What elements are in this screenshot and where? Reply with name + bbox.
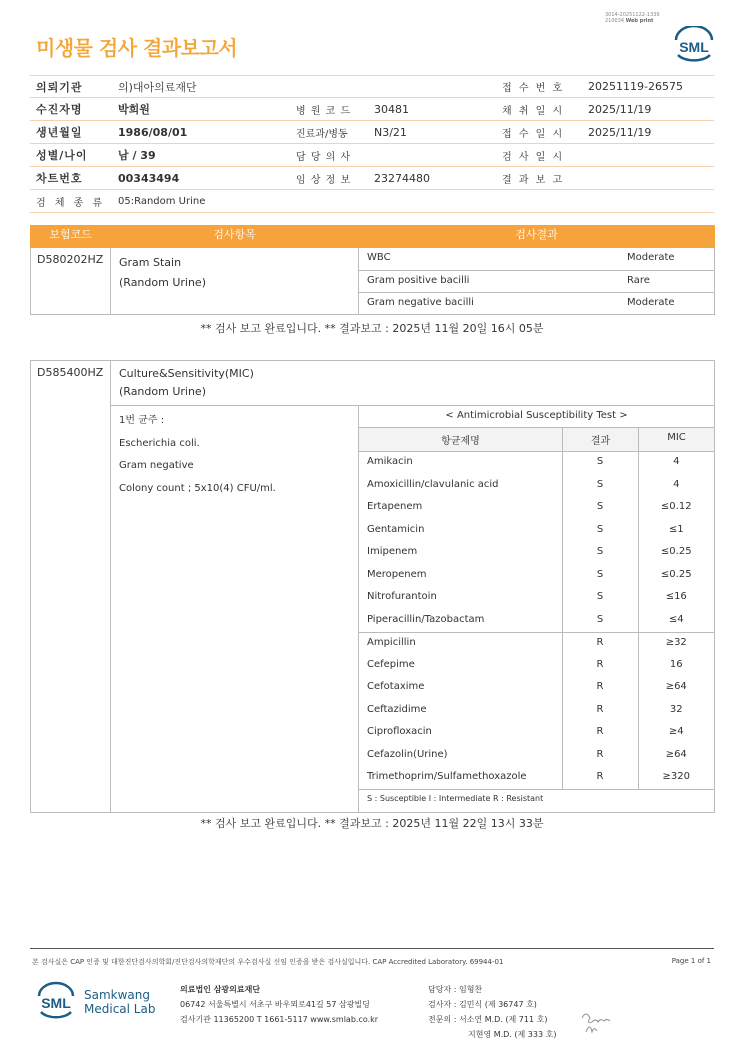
gram-stain-table xyxy=(30,225,715,315)
value-dept-ward: N3/21 xyxy=(374,125,407,139)
brand-logo xyxy=(36,980,155,1024)
sml-brand-icon xyxy=(36,980,76,1024)
value-accession: 20251119-26575 xyxy=(588,80,683,93)
susceptible-rows xyxy=(359,452,714,632)
label-dept-ward: 진료과/병동 xyxy=(296,128,348,140)
drug-name: Cefotaxime xyxy=(367,681,425,692)
label-accession: 접 수 번 호 xyxy=(502,83,565,94)
label-collected: 채 취 일 시 xyxy=(502,105,565,117)
value-requester: 의)대아의료재단 xyxy=(118,80,197,94)
ast-result: R xyxy=(562,722,638,745)
ast-row xyxy=(359,452,714,475)
drug-name: Ciprofloxacin xyxy=(367,726,432,737)
ast-row xyxy=(359,497,714,520)
patient-info xyxy=(30,75,714,213)
brand-text xyxy=(84,988,155,1016)
ast-row xyxy=(359,722,714,745)
organism-gram: Gram negative xyxy=(119,460,194,471)
ast-title: < Antimicrobial Susceptibility Test > xyxy=(359,406,715,428)
drug-name: Gentamicin xyxy=(367,523,425,535)
footer-divider xyxy=(30,948,714,949)
mic-value: 32 xyxy=(638,700,714,723)
gram-row-name: Gram positive bacilli xyxy=(367,274,470,286)
ast-row xyxy=(359,767,714,790)
info-row-1 xyxy=(30,75,714,98)
value-sex-age: 남 / 39 xyxy=(118,149,156,162)
report-title: 미생물 검사 결과보고서 xyxy=(36,36,238,60)
svg-text:SML: SML xyxy=(679,39,709,55)
gram-row-name: Gram negative bacilli xyxy=(367,296,474,308)
mic-value: ≤4 xyxy=(638,610,714,633)
cert-note: 본 검사실은 CAP 인증 및 대한진단검사의학회/진단검사의학재단의 우수검사실 신임 인증을 받은 검사실입니다. CAP Accredited Laboratory. 69944-01 xyxy=(32,958,504,966)
value-collected: 2025/11/19 xyxy=(588,102,652,116)
web-print-label: Web print xyxy=(625,18,654,24)
svg-text:SML: SML xyxy=(41,995,71,1011)
gram-item-line1: Gram Stain xyxy=(119,256,182,269)
ast-result: R xyxy=(562,767,638,790)
mic-value: ≥64 xyxy=(638,677,714,700)
ast-result: S xyxy=(562,497,638,520)
drug-name: Ertapenem xyxy=(367,501,423,512)
culture-code: D585400HZ xyxy=(31,361,111,813)
drug-name: Cefazolin(Urine) xyxy=(367,748,448,760)
page-number: Page 1 of 1 xyxy=(671,957,711,965)
ast-result: R xyxy=(562,700,638,723)
mic-value: ≥32 xyxy=(638,632,714,655)
mic-value: ≤0.25 xyxy=(638,565,714,588)
value-dob: 1986/08/01 xyxy=(118,125,188,139)
organism-label: 1번 균주 : xyxy=(119,415,165,426)
gram-row-value: Moderate xyxy=(627,252,675,263)
staff-specialist-1: 전문의 : 서소연 M.D. (제 711 호) xyxy=(428,1015,548,1024)
value-name: 박희원 xyxy=(118,103,150,116)
ast-row xyxy=(359,542,714,565)
ast-result: S xyxy=(562,587,638,610)
ast-row xyxy=(359,475,714,498)
ast-result: R xyxy=(562,677,638,700)
mic-value: ≤16 xyxy=(638,587,714,610)
staff-manager: 담당자 : 임형찬 xyxy=(428,985,483,994)
culture-item xyxy=(111,361,715,406)
ast-legend: S : Susceptible I : Intermediate R : Resistant xyxy=(359,790,714,812)
mic-value: 4 xyxy=(638,452,714,475)
label-reported: 결 과 보 고 xyxy=(502,174,565,186)
ast-result: R xyxy=(562,655,638,678)
org-address: 06742 서울특별시 서초구 바우뫼로41길 57 삼광빌딩 xyxy=(180,1000,370,1009)
value-hospital-code: 30481 xyxy=(374,102,409,116)
info-row-5 xyxy=(30,167,714,190)
mic-value: ≤1 xyxy=(638,520,714,543)
label-doctor: 담 당 의 사 xyxy=(296,151,352,163)
drug-name: Amikacin xyxy=(367,456,413,467)
brand-line2: Medical Lab xyxy=(84,1002,156,1016)
organism-name: Escherichia coli. xyxy=(119,437,200,449)
resistant-rows xyxy=(359,632,714,790)
results-header xyxy=(31,226,715,248)
culture-table xyxy=(30,360,715,813)
ast-result: S xyxy=(562,565,638,588)
culture-item-line1: Culture&Sensitivity(MIC) xyxy=(119,367,254,380)
mic-value: ≤0.12 xyxy=(638,497,714,520)
label-requester: 의뢰기관 xyxy=(36,80,83,94)
header-result: 검사결과 xyxy=(359,226,715,248)
label-received: 접 수 일 시 xyxy=(502,128,565,140)
drug-name: Amoxicillin/clavulanic acid xyxy=(367,478,499,490)
ast-result: S xyxy=(562,610,638,633)
label-sex-age: 성별/나이 xyxy=(36,149,88,162)
gram-results xyxy=(359,248,715,315)
label-chart: 차트번호 xyxy=(36,172,83,185)
value-received: 2025/11/19 xyxy=(588,125,652,139)
ast-result: S xyxy=(562,452,638,475)
signature-icon xyxy=(580,1008,620,1038)
gram-row-value: Rare xyxy=(627,274,650,286)
info-row-4 xyxy=(30,144,714,167)
ast-result: R xyxy=(562,745,638,768)
drug-name: Ceftazidime xyxy=(367,703,427,715)
drug-name: Meropenem xyxy=(367,568,427,580)
org-contact: 검사기관 11365200 T 1661-5117 www.smlab.co.kr xyxy=(180,1015,379,1024)
gram-row-value: Moderate xyxy=(627,296,675,308)
value-chart: 00343494 xyxy=(118,171,180,185)
ast-row xyxy=(359,632,714,655)
info-row-3 xyxy=(30,121,714,144)
gram-row-name: WBC xyxy=(367,252,391,263)
drug-name: Piperacillin/Tazobactam xyxy=(367,613,485,625)
sml-logo-icon xyxy=(672,26,716,62)
ast-row xyxy=(359,565,714,588)
label-name: 수진자명 xyxy=(36,103,83,116)
organism-info xyxy=(111,406,359,813)
org-name: 의료법인 삼광의료재단 xyxy=(180,985,261,994)
ast-result: R xyxy=(562,632,638,655)
culture-report-note: ** 검사 보고 완료입니다. ** 결과보고 : 2025년 11월 22일 13시 33분 xyxy=(200,817,544,830)
doc-code-line2: 210034 xyxy=(605,18,625,24)
ast-row xyxy=(359,745,714,768)
gram-code: D580202HZ xyxy=(31,248,111,315)
drug-name: Cefepime xyxy=(367,658,415,670)
mic-value: ≥64 xyxy=(638,745,714,768)
organism-colony: Colony count ; 5x10(4) CFU/ml. xyxy=(119,482,276,494)
col-drug: 항균제명 xyxy=(359,428,563,452)
info-row-2 xyxy=(30,98,714,121)
mic-value: ≥320 xyxy=(638,767,714,790)
ast-row xyxy=(359,610,714,633)
header-item: 검사항목 xyxy=(111,226,359,248)
label-specimen: 검 체 종 류 xyxy=(36,197,106,209)
label-hospital-code: 병 원 코 드 xyxy=(296,105,352,117)
value-specimen: 05:Random Urine xyxy=(118,195,206,207)
header-code: 보험코드 xyxy=(31,226,111,248)
drug-name: Ampicillin xyxy=(367,636,416,648)
label-dob: 생년월일 xyxy=(36,126,83,139)
staff-info xyxy=(428,982,556,1042)
brand-line1: Samkwang xyxy=(84,988,150,1002)
ast-row xyxy=(359,700,714,723)
info-row-6 xyxy=(30,190,714,213)
ast-result: S xyxy=(562,542,638,565)
col-mic: MIC xyxy=(639,428,715,452)
drug-name: Nitrofurantoin xyxy=(367,591,437,602)
mic-value: ≥4 xyxy=(638,722,714,745)
value-clinical-info: 23274480 xyxy=(374,171,430,185)
gram-item xyxy=(111,248,359,315)
ast-result: S xyxy=(562,475,638,498)
ast-row xyxy=(359,677,714,700)
col-result: 결과 xyxy=(563,428,639,452)
drug-name: Imipenem xyxy=(367,546,418,557)
ast-result: S xyxy=(562,520,638,543)
staff-tester: 검사자 : 김민식 (제 36747 호) xyxy=(428,1000,537,1009)
ast-row xyxy=(359,520,714,543)
drug-name: Trimethoprim/Sulfamethoxazole xyxy=(367,771,527,782)
staff-specialist-2: 지현영 M.D. (제 333 호) xyxy=(468,1030,557,1039)
org-info xyxy=(180,982,378,1027)
doc-code-line1: 3014-20251122-1339 xyxy=(605,12,660,18)
mic-value: 4 xyxy=(638,475,714,498)
culture-item-line2: (Random Urine) xyxy=(119,385,206,398)
label-clinical-info: 임 상 정 보 xyxy=(296,174,352,186)
ast-row xyxy=(359,655,714,678)
gram-report-note: ** 검사 보고 완료입니다. ** 결과보고 : 2025년 11월 20일 16시 05분 xyxy=(200,322,544,335)
mic-value: 16 xyxy=(638,655,714,678)
mic-value: ≤0.25 xyxy=(638,542,714,565)
document-code xyxy=(605,12,660,24)
ast-row xyxy=(359,587,714,610)
ast-body xyxy=(359,452,715,813)
label-tested: 검 사 일 시 xyxy=(502,151,565,163)
gram-item-line2: (Random Urine) xyxy=(119,276,206,289)
